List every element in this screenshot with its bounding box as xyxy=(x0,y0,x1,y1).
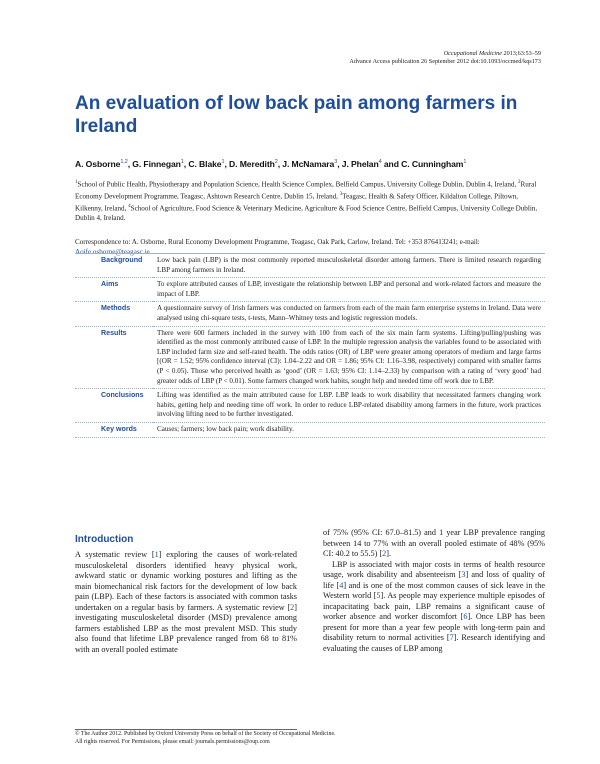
reference-link[interactable]: 4 xyxy=(339,580,344,590)
correspondence-text: Correspondence to: A. Osborne, Rural Economy Development Programme, Teagasc, Oak Park, Carlow, Ireland. Tel: +353 876413241; e-mail: xyxy=(75,238,480,246)
reference-link[interactable]: 1 xyxy=(154,550,159,559)
author-affiliation-mark: 1 xyxy=(463,159,467,166)
paragraph-text: ]. xyxy=(386,549,392,559)
affiliation-text: School of Public Health, Physiotherapy and Population Science, Health Science Complex, Belfield Campus, University College Dublin, Dublin 4, Ireland, xyxy=(77,180,519,189)
access-line: Advance Access publication 26 September 2012 doi:10.1093/occmed/kqs173 xyxy=(349,58,541,65)
paragraph-text: A systematic review [ xyxy=(75,550,155,559)
author-affiliation-mark: 2 xyxy=(274,159,278,166)
correspondence-email[interactable]: Aoife.osborne@teagasc.ie xyxy=(75,248,150,257)
author-affiliation-mark: 3 xyxy=(334,159,338,166)
abstract-label: Methods xyxy=(75,302,153,326)
reference-link[interactable]: 7 xyxy=(449,633,454,643)
author-name: J. Phelan xyxy=(341,159,379,169)
paragraph-text: LBP is associated with major costs in terms of health resource usage, work disability and absenteeism [ xyxy=(323,559,545,580)
abstract-row xyxy=(75,422,545,437)
reference-link[interactable]: 3 xyxy=(461,570,466,580)
affiliation-number: 3 xyxy=(339,191,343,197)
affiliation-text: School of Agriculture, Food Science & Veterinary Medicine, Agriculture & Food Science Centre, Belfield Campus, University College Dublin, Dublin 4, Ireland. xyxy=(75,203,538,223)
abstract-text: To explore attributed causes of LBP, investigate the relationship between LBP and personal and work-related factors and measure the impact of LBP. xyxy=(153,278,545,302)
abstract-text: There were 600 farmers included in the survey with 100 from each of the six main farm systems. Lifting/pulling/pushing was identified as the most commonly attributed cause of LBP. In the multiple regression analysis the variables found to be associated with LBP included farm size and self-rated health. The odds ratios (OR) of LBP were greater among operators of medium and large farms [(OR = 1.52; 95% confidence interval (CI): 1.04–2.22 and OR = 1.86; 95% CI: 1.16–3.98, respectively) compared with smaller farms (P < 0.05). Those who perceived health as ‘good’ (OR = 1.63; 95% CI: 1.14–2.33) by comparison with a rating of ‘very good’ had greater odds of LBP (P < 0.01). Some farmers changed work habits, sought help and needed time off work due to LBP. xyxy=(153,326,545,389)
author-name: C. Blake xyxy=(188,159,222,169)
reference-link[interactable]: 2 xyxy=(382,549,387,559)
author-name: D. Meredith xyxy=(229,159,275,169)
abstract-row xyxy=(75,254,545,278)
abstract-row xyxy=(75,389,545,423)
paragraph-text: ] investigating musculoskeletal disorder (MSD) prevalence among farmers established LBP as the most prevalent MSD. This study also found that lifetime LBP prevalence ranged from 68 to 81% with an overall pooled estimate xyxy=(75,602,297,654)
author-name: C. Cunningham xyxy=(401,159,464,169)
affiliation-number: 4 xyxy=(128,203,131,209)
author-name: G. Finnegan xyxy=(132,159,181,169)
affiliation-number: 1 xyxy=(75,180,78,185)
reference-link[interactable]: 5 xyxy=(376,591,381,601)
abstract-row xyxy=(75,278,545,302)
affiliations xyxy=(75,178,545,224)
journal-volume: 2013;63:53–59 xyxy=(501,50,541,57)
structured-abstract xyxy=(75,253,545,438)
paragraph-text: ] and is one of the most common causes of sick leave in the Western world [ xyxy=(323,580,546,601)
paragraph xyxy=(323,560,545,655)
abstract-row xyxy=(75,302,545,326)
author-name: A. Osborne xyxy=(75,159,121,169)
permissions-line: All rights reserved. For Permissions, please email: journals.permissions@oup.com xyxy=(75,738,270,745)
article-title: An evaluation of low back pain among farmers in Ireland xyxy=(75,93,518,137)
affiliation-text: Rural Economy Development Programme, Teagasc, Ashtown Research Centre, Dublin 15, Ireland, xyxy=(75,180,537,201)
abstract-label: Conclusions xyxy=(75,389,153,423)
copyright-line: © The Author 2012. Published by Oxford University Press on behalf of the Society of Occupational Medicine. xyxy=(75,731,336,737)
author-affiliation-mark: 4 xyxy=(378,159,382,166)
abstract-text: Lifting was identified as the main attributed cause for LBP. LBP leads to work disability that necessitated farmers changing work habits, getting help and needing time off work. In order to reduce LBP-related disability among farmers in the future, work practices involving lifting need to be further investigated. xyxy=(153,389,545,423)
paragraph xyxy=(323,528,545,560)
author-name: J. McNamara xyxy=(282,159,335,169)
abstract-text: Causes; farmers; low back pain; work disability. xyxy=(153,422,545,437)
author-affiliation-mark: 1 xyxy=(221,159,225,166)
abstract-label: Background xyxy=(75,254,153,278)
abstract-text: A questionnaire survey of Irish farmers was conducted on farmers from each of the main farm enterprise systems in Ireland. Data were analysed using chi-square tests, t-tests, Mann–Whitney tests and logistic regression models. xyxy=(153,302,545,326)
intro-left-column xyxy=(75,550,297,655)
author-list: A. Osborne$^{1,2}$, G. Finnegan$^1$, C. Blake$^1$, D. Meredith$^2$, J. McNamara$^3$, J. Phelan$^4$ and C. Cunningham$^1$ xyxy=(75,159,467,169)
paragraph xyxy=(75,550,297,655)
reference-link[interactable]: 2 xyxy=(290,602,295,612)
paragraph-text: ] and loss of quality of life [ xyxy=(323,570,545,590)
abstract-text: Low back pain (LBP) is the most commonly reported musculoskeletal disorder among farmers. There is limited research regarding LBP among farmers in Ireland. xyxy=(153,254,545,278)
introduction-heading: Introduction xyxy=(75,534,134,545)
abstract-label: Key words xyxy=(75,422,153,437)
paragraph-text: of 75% (95% CI: 67.0–81.5) and 1 year LBP prevalence ranging between 14 to 77% with an overall pooled estimate of 48% (95% CI: 40.2 to 55.5) [ xyxy=(323,528,545,559)
abstract-row xyxy=(75,326,545,389)
paragraph-text: ]. Once LBP has been present for more than a year few people with long-term pain and disability return to normal activities [ xyxy=(323,612,545,643)
affiliation-number: 2 xyxy=(518,180,521,185)
footer-rule xyxy=(75,729,297,730)
journal-name: Occupational Medicine xyxy=(443,50,502,57)
abstract-label: Results xyxy=(75,326,153,389)
paragraph-text: ]. Research identifying and evaluating the causes of LBP among xyxy=(323,633,545,654)
author-affiliation-mark: 1 xyxy=(180,159,184,166)
paragraph-text: ] exploring the causes of work-related musculoskeletal disorders identified heavy physical work, awkward static or dynamic working postures and lifting as the main biomechanical risk factors for the development of low back pain (LBP). Each of these factors is associated with common tasks undertaken on a regular basis by farmers. A systematic review [ xyxy=(75,550,297,612)
paragraph-text: ]. As people may experience multiple episodes of incapacitating back pain, LBP remains a significant cause of worker absence and worker discomfort [ xyxy=(323,591,545,622)
intro-right-column xyxy=(323,528,545,655)
journal-citation xyxy=(444,50,541,58)
reference-link[interactable]: 6 xyxy=(463,612,468,622)
abstract-label: Aims xyxy=(75,278,153,302)
copyright-footer xyxy=(75,731,545,746)
affiliation-text: Teagasc, Health & Safety Officer, Kildalton College, Piltown, Kilkenny, Ireland, xyxy=(75,192,519,212)
author-affiliation-mark: 1,2 xyxy=(120,159,128,166)
